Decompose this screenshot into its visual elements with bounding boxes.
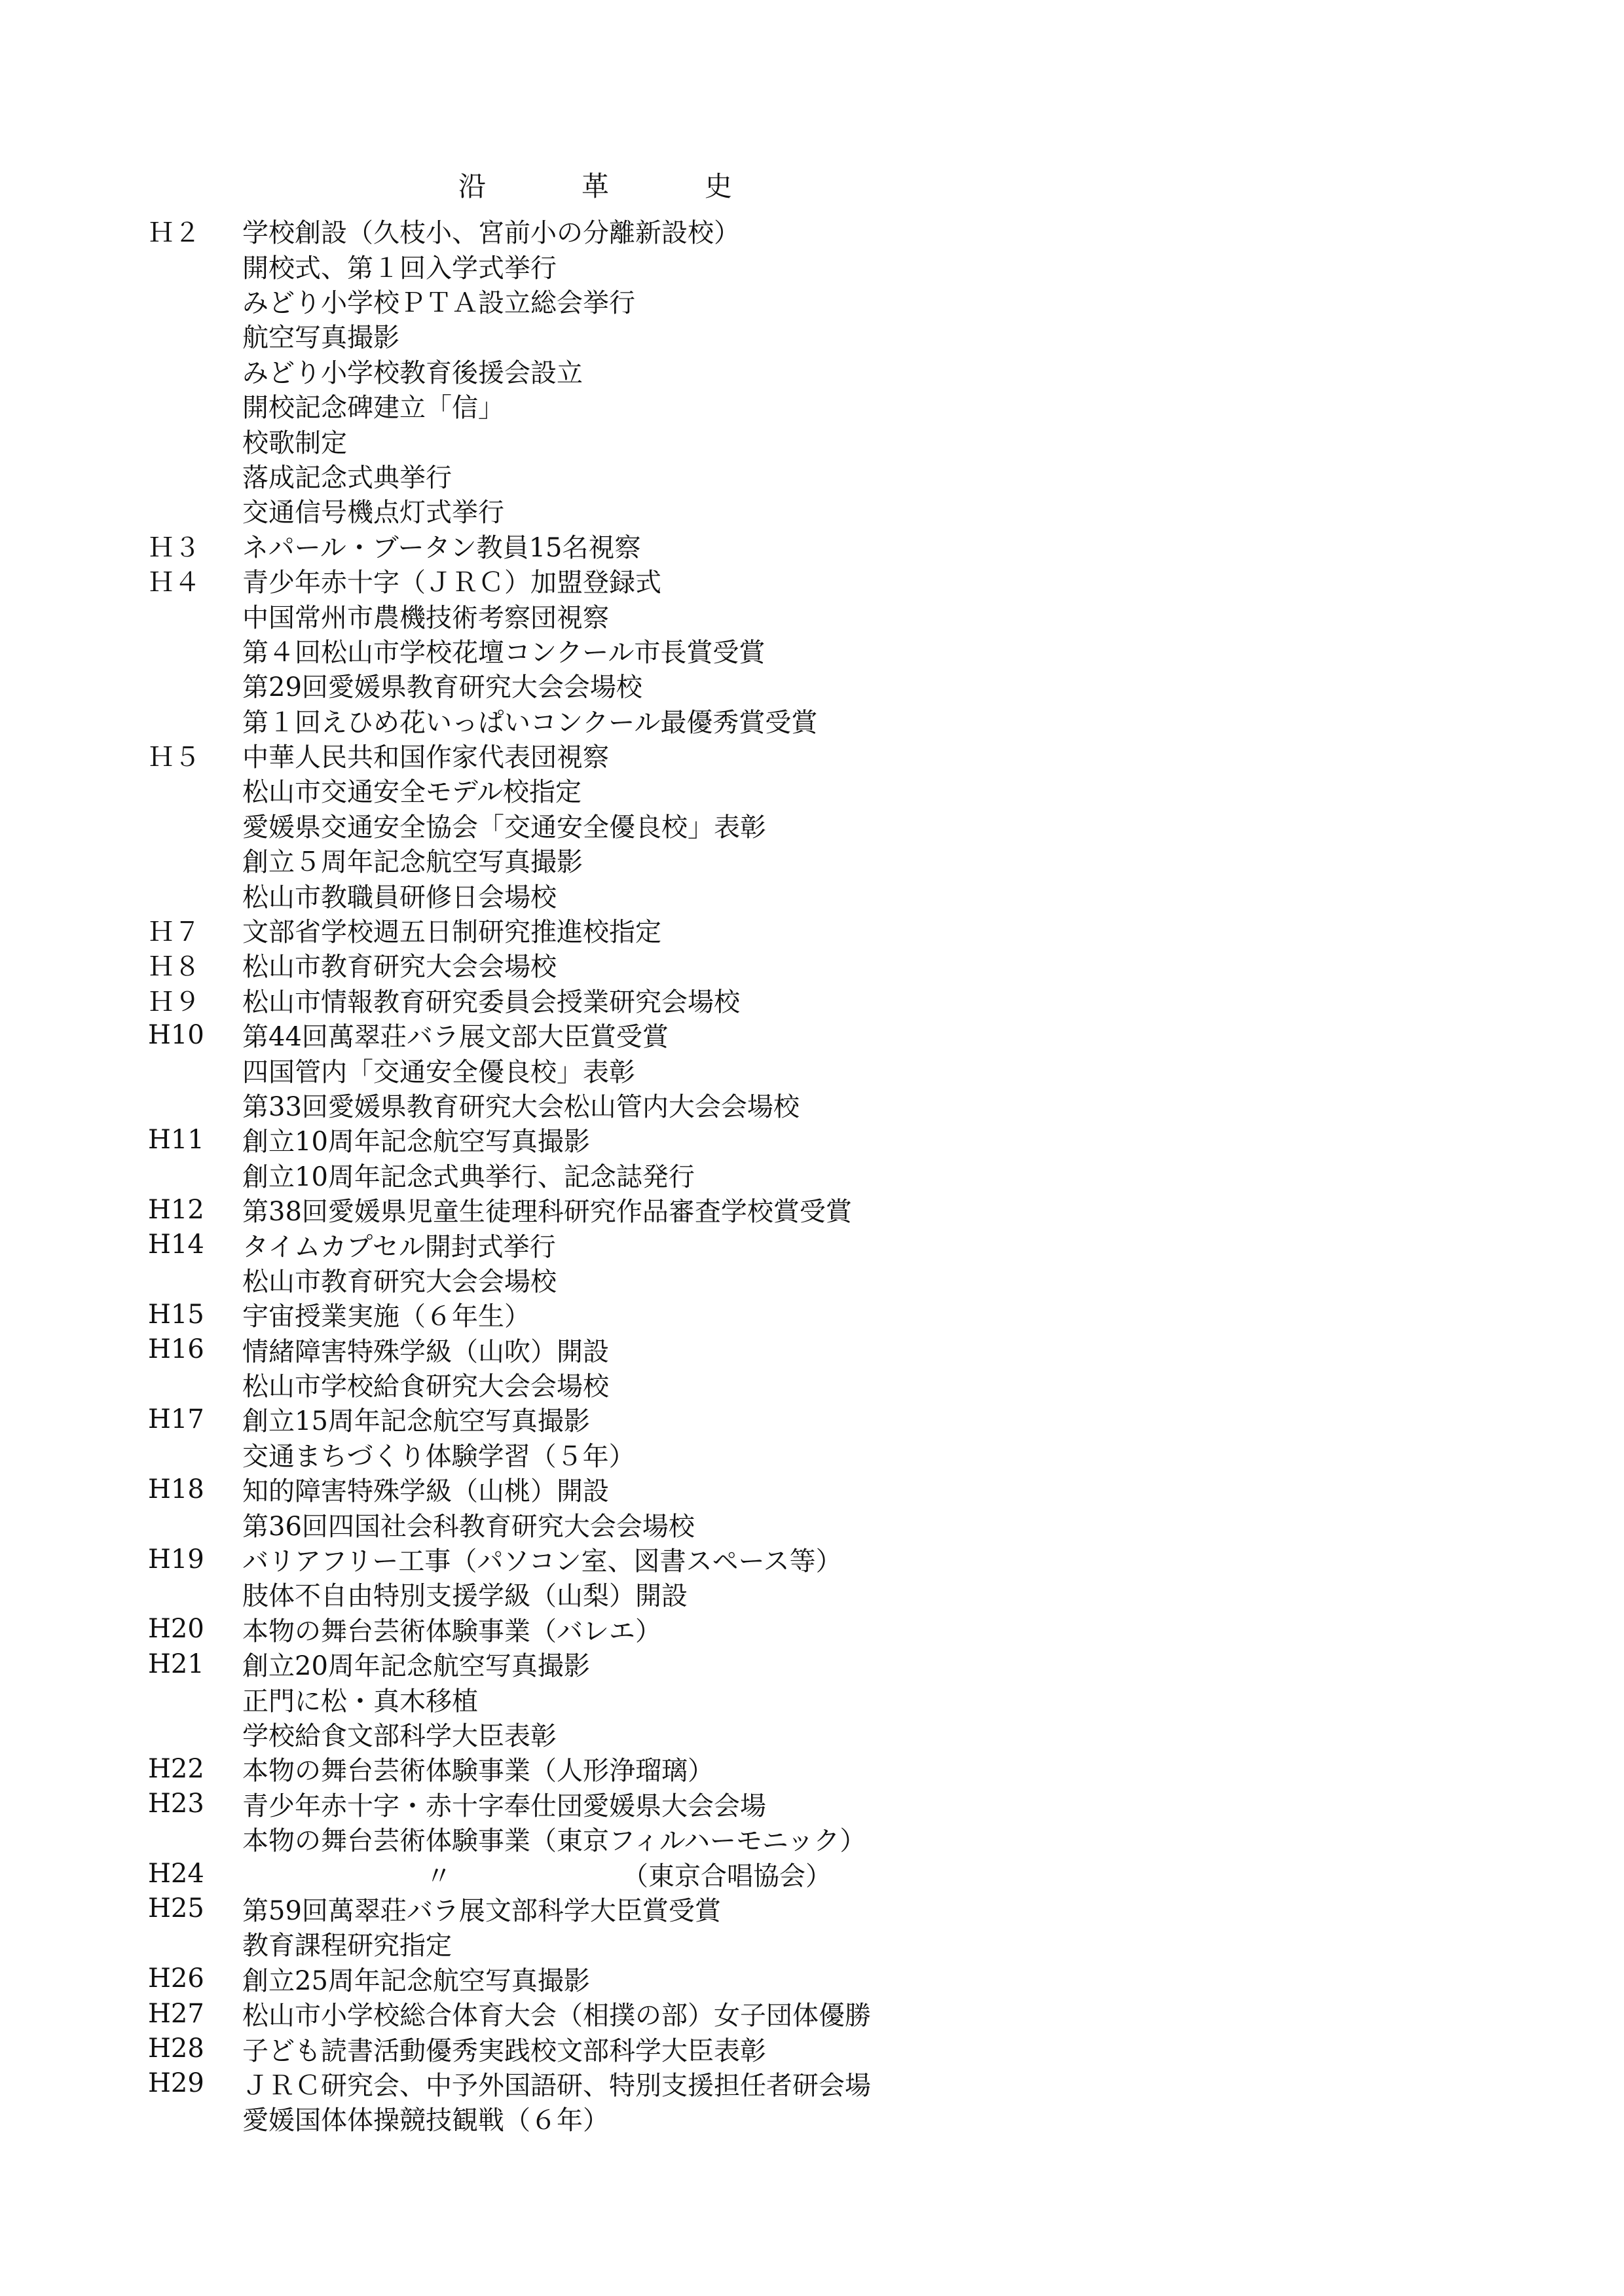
entry-text: 松山市情報教育研究委員会授業研究会場校 (242, 987, 740, 1017)
entry-text: 松山市教育研究大会会場校 (242, 1266, 557, 1297)
entry-text: 交通まちづくり体験学習（５年） (242, 1441, 635, 1472)
history-entry (148, 1821, 1130, 1856)
entry-text: 愛媛県交通安全協会「交通安全優良校」表彰 (242, 812, 766, 843)
entry-era: H14 (148, 1230, 204, 1260)
entry-era: Ｈ８ (148, 952, 200, 983)
history-entry (148, 248, 1130, 283)
history-entry (148, 1472, 1130, 1506)
history-entry (148, 528, 1130, 563)
entry-text: 愛媛国体体操競技観戦（６年） (242, 2105, 609, 2136)
history-entry (148, 1297, 1130, 1332)
history-entry (148, 1647, 1130, 1681)
entry-text: 中華人民共和国作家代表団視察 (242, 742, 609, 773)
history-entry (148, 877, 1130, 912)
entry-era: H27 (148, 1998, 204, 2029)
entry-text: 第29回愛媛県教育研究大会会場校 (242, 672, 642, 703)
history-entry (148, 808, 1130, 843)
history-entry (148, 423, 1130, 458)
entry-text: 知的障害特殊学級（山桃）開設 (242, 1476, 609, 1507)
entry-era: Ｈ７ (148, 917, 200, 948)
history-entry (148, 913, 1130, 947)
history-entry (148, 1961, 1130, 1996)
entry-text: 肢体不自由特別支援学級（山梨）開設 (242, 1581, 688, 1612)
history-entry (148, 1227, 1130, 1262)
history-entry (148, 1717, 1130, 1751)
entry-era: H24 (148, 1859, 204, 1889)
history-entry (148, 1437, 1130, 1472)
history-entry (148, 1367, 1130, 1402)
history-entry (148, 318, 1130, 353)
history-entry (148, 773, 1130, 807)
entry-era: H18 (148, 1474, 204, 1504)
entry-text: 第59回萬翠荘バラ展文部科学大臣賞受賞 (242, 1895, 721, 1926)
history-entry (148, 1506, 1130, 1541)
history-entry (148, 2066, 1130, 2101)
entry-text: 第38回愛媛県児童生徒理科研究作品審査学校賞受賞 (242, 1197, 852, 1228)
history-entry (148, 738, 1130, 773)
entry-era: H21 (148, 1649, 204, 1679)
history-entry (148, 388, 1130, 423)
entry-era: Ｈ２ (148, 218, 200, 249)
history-entry (148, 1332, 1130, 1367)
history-entry (148, 1262, 1130, 1297)
entry-text: 松山市交通安全モデル校指定 (242, 777, 581, 808)
entry-text: 青少年赤十字・赤十字奉仕団愛媛県大会会場 (242, 1791, 766, 1821)
history-entry (148, 1612, 1130, 1647)
history-entry (148, 1122, 1130, 1157)
entry-text: 創立20周年記念航空写真撮影 (242, 1651, 590, 1682)
history-entry (148, 1576, 1130, 1611)
entry-text: みどり小学校教育後援会設立 (242, 357, 583, 388)
document-title: 沿 革 史 (458, 170, 767, 202)
history-entry (148, 1996, 1130, 2031)
entry-text: 創立10周年記念式典挙行、記念誌発行 (242, 1161, 695, 1192)
history-entry (148, 1787, 1130, 1821)
history-entry (148, 493, 1130, 528)
entry-text: 子ども読書活動優秀実践校文部科学大臣表彰 (242, 2035, 766, 2066)
entry-text: 創立15周年記念航空写真撮影 (242, 1406, 590, 1437)
entry-text: 第44回萬翠荘バラ展文部大臣賞受賞 (242, 1022, 669, 1053)
entry-text: 落成記念式典挙行 (242, 462, 452, 493)
history-entry (148, 213, 1130, 248)
entry-text: 創立25周年記念航空写真撮影 (242, 1965, 590, 1996)
history-entry (148, 843, 1130, 877)
entry-text: 第４回松山市学校花壇コンクール市長賞受賞 (242, 637, 766, 668)
entry-text: ＪＲＣ研究会、中予外国語研、特別支援担任者研会場 (242, 2070, 871, 2101)
history-entry (148, 598, 1130, 632)
entry-text: 校歌制定 (242, 428, 347, 458)
entry-text: 〃 （東京合唱協会） (242, 1861, 832, 1891)
entry-text: バリアフリー工事（パソコン室、図書スペース等） (242, 1546, 842, 1577)
entry-era: H29 (148, 2068, 204, 2099)
entry-era: Ｈ９ (148, 987, 200, 1017)
entry-text: 正門に松・真木移植 (242, 1686, 478, 1717)
entry-text: 青少年赤十字（ＪＲＣ）加盟登録式 (242, 568, 661, 598)
history-entry (148, 283, 1130, 318)
entry-era: H11 (148, 1124, 204, 1155)
history-entry (148, 1751, 1130, 1786)
entry-text: 本物の舞台芸術体験事業（バレエ） (242, 1616, 661, 1647)
entry-text: 航空写真撮影 (242, 323, 399, 354)
history-entry (148, 2031, 1130, 2066)
history-entry (148, 1856, 1130, 1891)
history-entry (148, 1052, 1130, 1087)
entry-text: 本物の舞台芸術体験事業（人形浄瑠璃） (242, 1756, 714, 1787)
entry-text: 開校記念碑建立「信」 (242, 393, 504, 424)
entry-era: Ｈ５ (148, 742, 200, 773)
entry-era: Ｈ３ (148, 532, 200, 563)
history-entry (148, 1192, 1130, 1227)
history-entry (148, 1681, 1130, 1716)
entry-text: 四国管内「交通安全優良校」表彰 (242, 1057, 635, 1087)
history-entry (148, 702, 1130, 737)
history-entry (148, 458, 1130, 493)
history-entry (148, 1926, 1130, 1961)
entry-text: 松山市教職員研修日会場校 (242, 882, 557, 913)
history-entry (148, 947, 1130, 982)
entry-era: H23 (148, 1789, 204, 1819)
entry-era: H20 (148, 1614, 204, 1645)
entry-text: 中国常州市農機技術考察団視察 (242, 602, 609, 633)
entry-era: H22 (148, 1753, 204, 1784)
entry-text: 学校給食文部科学大臣表彰 (242, 1721, 557, 1751)
entry-era: H28 (148, 2033, 204, 2064)
history-entry (148, 1157, 1130, 1192)
entry-text: 松山市教育研究大会会場校 (242, 952, 557, 983)
entry-text: 開校式、第１回入学式挙行 (242, 253, 557, 283)
entry-era: H12 (148, 1194, 204, 1225)
history-entry (148, 1542, 1130, 1576)
entry-text: みどり小学校ＰＴＡ設立総会挙行 (242, 287, 635, 318)
history-entry (148, 633, 1130, 668)
entry-text: ネパール・ブータン教員15名視察 (242, 532, 641, 563)
entry-text: 本物の舞台芸術体験事業（東京フィルハーモニック） (242, 1826, 866, 1857)
entry-text: 創立10周年記念航空写真撮影 (242, 1127, 590, 1157)
history-entry (148, 1402, 1130, 1436)
entry-era: H25 (148, 1893, 204, 1924)
entry-text: 創立５周年記念航空写真撮影 (242, 847, 583, 878)
history-entry (148, 1017, 1130, 1052)
entry-text: 松山市学校給食研究大会会場校 (242, 1372, 609, 1402)
history-entry (148, 563, 1130, 598)
entry-text: 宇宙授業実施（６年生） (242, 1302, 530, 1332)
entry-era: Ｈ４ (148, 568, 200, 598)
history-entry (148, 1891, 1130, 1926)
history-entry (148, 1087, 1130, 1122)
entry-era: H19 (148, 1544, 204, 1575)
entry-text: 第１回えひめ花いっぱいコンクール最優秀賞受賞 (242, 707, 818, 738)
entry-text: 第36回四国社会科教育研究大会会場校 (242, 1511, 695, 1542)
history-entry (148, 668, 1130, 702)
entry-text: 松山市小学校総合体育大会（相撲の部）女子団体優勝 (242, 2001, 871, 2032)
history-entry (148, 983, 1130, 1017)
history-timeline (148, 213, 1130, 2136)
entry-text: 第33回愛媛県教育研究大会松山管内大会会場校 (242, 1091, 800, 1122)
history-entry (148, 354, 1130, 388)
entry-era: H15 (148, 1299, 204, 1330)
entry-text: 文部省学校週五日制研究推進校指定 (242, 917, 661, 948)
entry-text: 教育課程研究指定 (242, 1931, 452, 1961)
entry-era: H26 (148, 1963, 204, 1994)
entry-text: 情緒障害特殊学級（山吹）開設 (242, 1336, 609, 1367)
entry-text: 学校創設（久枝小、宮前小の分離新設校） (242, 218, 740, 249)
entry-text: 交通信号機点灯式挙行 (242, 498, 504, 528)
history-entry (148, 2101, 1130, 2136)
entry-era: H10 (148, 1019, 204, 1050)
entry-era: H17 (148, 1404, 204, 1434)
entry-era: H16 (148, 1334, 204, 1365)
entry-text: タイムカプセル開封式挙行 (242, 1231, 556, 1262)
